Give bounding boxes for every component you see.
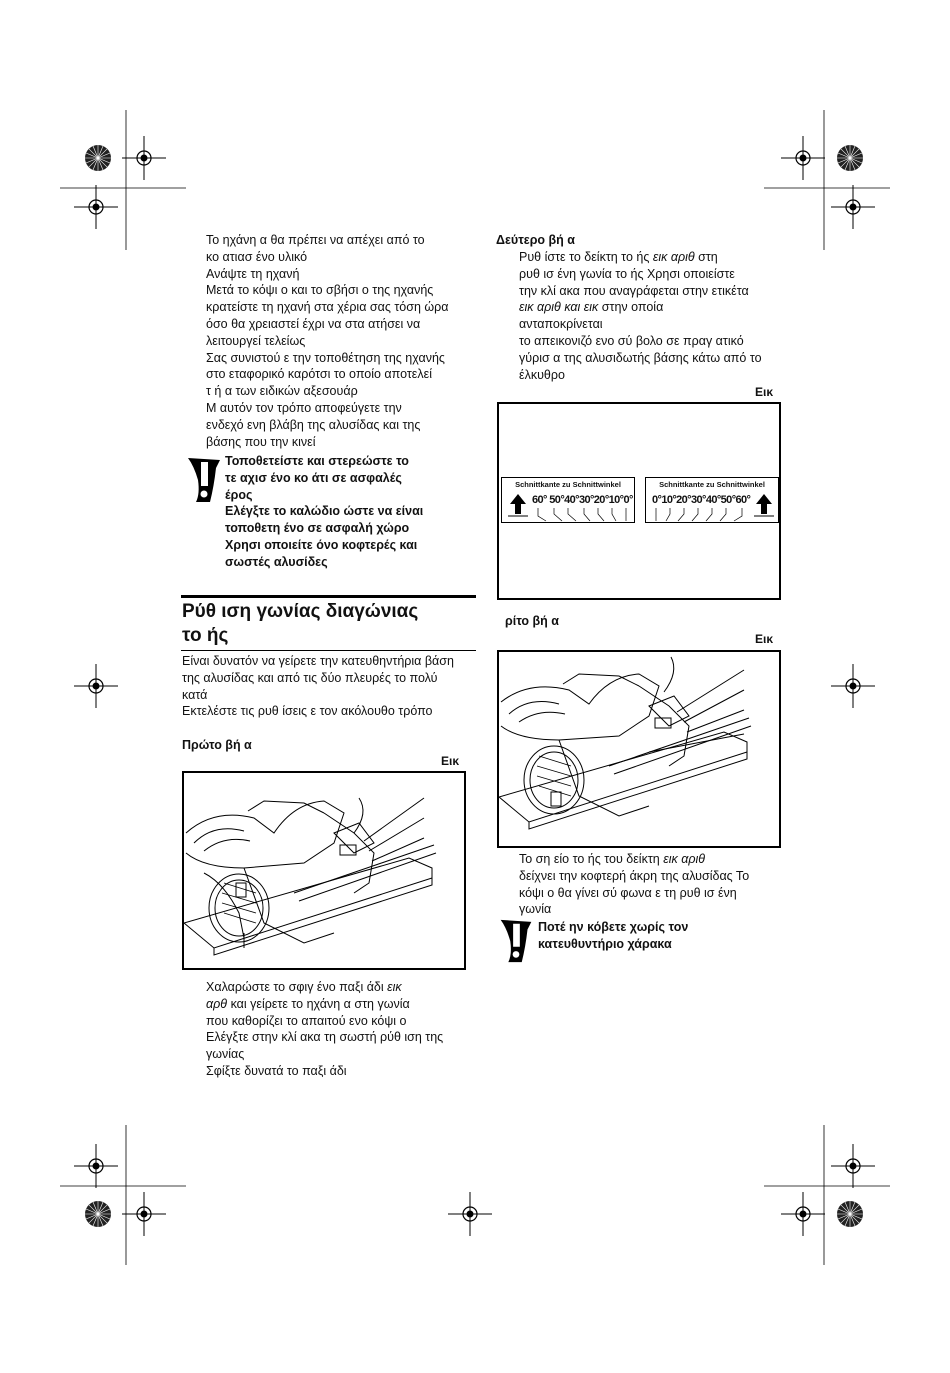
text-line: την κλί ακα που αναγράφεται στην ετικέτα [519,283,749,298]
figure-ref: εικ αριθ και εικ [519,300,599,315]
angle-scale-label-left [501,477,635,523]
text-line: Ελέγξτε στην κλί ακα τη σωστή ρύθ ιση της [206,1030,444,1045]
figure3-illustration [497,650,781,848]
text-line: Χρησι οποιείτε όνο κοφτερές και [225,537,418,552]
figure2-label: Εικ [755,385,774,399]
figure-ref: εικ [387,980,402,994]
crosshair-icon [74,664,118,708]
scale-title: Schnittkante zu Schnittwinkel [659,480,765,489]
star-mark-icon [85,145,111,171]
text-line: Ανάψτε τη ηχανή [206,266,300,281]
text-line: Σφίξτε δυνατά το παξι άδι [206,1063,347,1078]
section-rule [181,595,476,598]
crosshair-icon [831,664,875,708]
crosshair-icon [74,1144,118,1188]
text-span: Το ση είο το ής του δείκτη [519,852,660,866]
text-line: ρυθ ισ ένη γωνία το ής Χρησι οποιείστε [519,266,735,281]
text-line: έρος [225,487,253,502]
text-line: τε αχισ ένο κο άτι σε ασφαλές [225,470,402,485]
text-span: Χαλαρώστε το σφιγ ένο παξι άδι [206,980,384,994]
scale-leader-lines [650,508,750,522]
crosshair-icon [448,1192,492,1236]
arrow-up-saw-icon [752,492,776,518]
text-line: γωνία [519,902,552,917]
heading-line: Ρύθ ιση γωνίας διαγώνιας [182,601,419,622]
text-line: Το ηχάνη α θα πρέπει να απέχει από το [206,233,425,247]
section-underline [181,650,476,651]
step3-text [519,851,784,918]
text-line: κατά [182,687,208,702]
text-line: τοποθετη ένο σε ασφαλή χώρο [225,521,410,536]
text-line: Είναι δυνατόν να γείρετε την κατευθηντήρια βάση [182,654,454,668]
text-line: κρατείστε τη ηχανή στα χέρια σας τόση ώρα [206,300,449,315]
text-line: στο εταφορικό καρότσι το οποίο αποτελεί [206,367,432,382]
text-line: γωνίας [206,1047,245,1062]
warning-exclamation-icon [184,456,224,504]
text-line: έλκυθρο [519,367,565,382]
text-line: που καθορίζει το απαιτού ενο κόψι ο [206,1013,407,1028]
star-mark-icon [837,145,863,171]
miter-saw-drawing [184,773,464,968]
scale-leader-lines [532,508,632,522]
text-span: στη [698,250,718,264]
warning-text [225,453,477,571]
figure3-label: Εικ [755,632,774,646]
text-line: τ ή α των ειδικών αξεσουάρ [206,384,358,399]
text-line: κόψι ο θα γίνει σύ φωνα ε τη ρυθ ισ ένη [519,885,737,900]
text-line: Ποτέ ην κόβετε χωρίς τον [538,920,689,934]
text-line: Μ αυτόν τον τρόπο αποφεύγετε την [206,400,402,415]
text-line: βάσης που την κινεί [206,434,316,449]
star-mark-icon [837,1201,863,1227]
text-line: κατευθυντήριο χάρακα [538,936,672,951]
text-span: στην οποία [601,300,664,315]
intro-text [206,232,476,450]
text-line: σωστές αλυσίδες [225,554,328,569]
crosshair-icon [74,185,118,229]
scale-values: 0°10°20°30°40°50°60° [652,494,751,506]
text-line: κο ατιασ ένο υλικό [206,249,308,264]
crosshair-icon [781,136,825,180]
step2-text [519,249,784,383]
step1-text [206,979,476,1080]
figure-ref: εικ αριθ [652,250,695,264]
text-line: γύρισ α της αλυσιδωτής βάσης κάτω από το [519,350,762,365]
text-line: ανταποκρίνεται [519,317,603,332]
arrow-up-saw-icon [506,492,530,518]
crosshair-icon [831,1144,875,1188]
angle-scale-label-right [645,477,779,523]
step2-heading: Δεύτερο βή α [496,233,575,247]
warning2-text [538,919,783,953]
figure1-illustration [182,771,466,970]
figure1-label: Εικ [441,754,460,768]
crosshair-icon [781,1192,825,1236]
text-line: όσο θα χρειαστεί έχρι να στα ατήσει να [206,316,421,331]
text-line: Μετά το κόψι ο και το σβήσι ο της ηχανής [206,283,434,298]
heading-line: το ής [182,625,229,646]
text-line: Τοποθετείστε και στερεώστε το [225,454,409,468]
section-heading [182,600,476,648]
scale-title: Schnittkante zu Schnittwinkel [515,480,621,489]
crosshair-icon [122,1192,166,1236]
text-line: Εκτελέστε τις ρυθ ίσεις ε τον ακόλουθο τρόπο [182,704,433,719]
text-line: δείχνει την κοφτερή άκρη της αλυσίδας Το [519,868,750,883]
text-line: ενδεχό ενη βλάβη της αλυσίδας και της [206,417,421,432]
text-span: και γείρετε το ηχάνη α στη γωνία [230,996,410,1011]
figure-ref: εικ αριθ [663,852,706,866]
miter-saw-drawing [499,652,779,846]
text-line: λειτουργεί τελείως [206,333,306,348]
scale-values: 60° 50°40°30°20°10°0° [532,494,633,506]
crosshair-icon [122,136,166,180]
text-line: της αλυσίδας και από τις δύο πλευρές το πολύ [182,670,438,685]
warning-exclamation-icon [496,918,536,964]
step1-heading: Πρώτο βή α [182,738,252,752]
text-line: Σας συνιστού ε την τοποθέτηση της ηχανής [206,350,445,365]
step3-heading: ρίτο βή α [505,614,559,628]
text-line: Ελέγξτε το καλώδιο ώστε να είναι [225,504,424,519]
text-span: Ρυθ ίστε το δείκτη το ής [519,250,650,264]
section-intro [182,653,476,720]
star-mark-icon [85,1201,111,1227]
text-line: το απεικονιζό ενο σύ βολο σε πραγ ατικό [519,333,744,348]
figure-ref: αρθ [206,996,228,1011]
crosshair-icon [831,185,875,229]
figure2-illustration [497,402,781,600]
